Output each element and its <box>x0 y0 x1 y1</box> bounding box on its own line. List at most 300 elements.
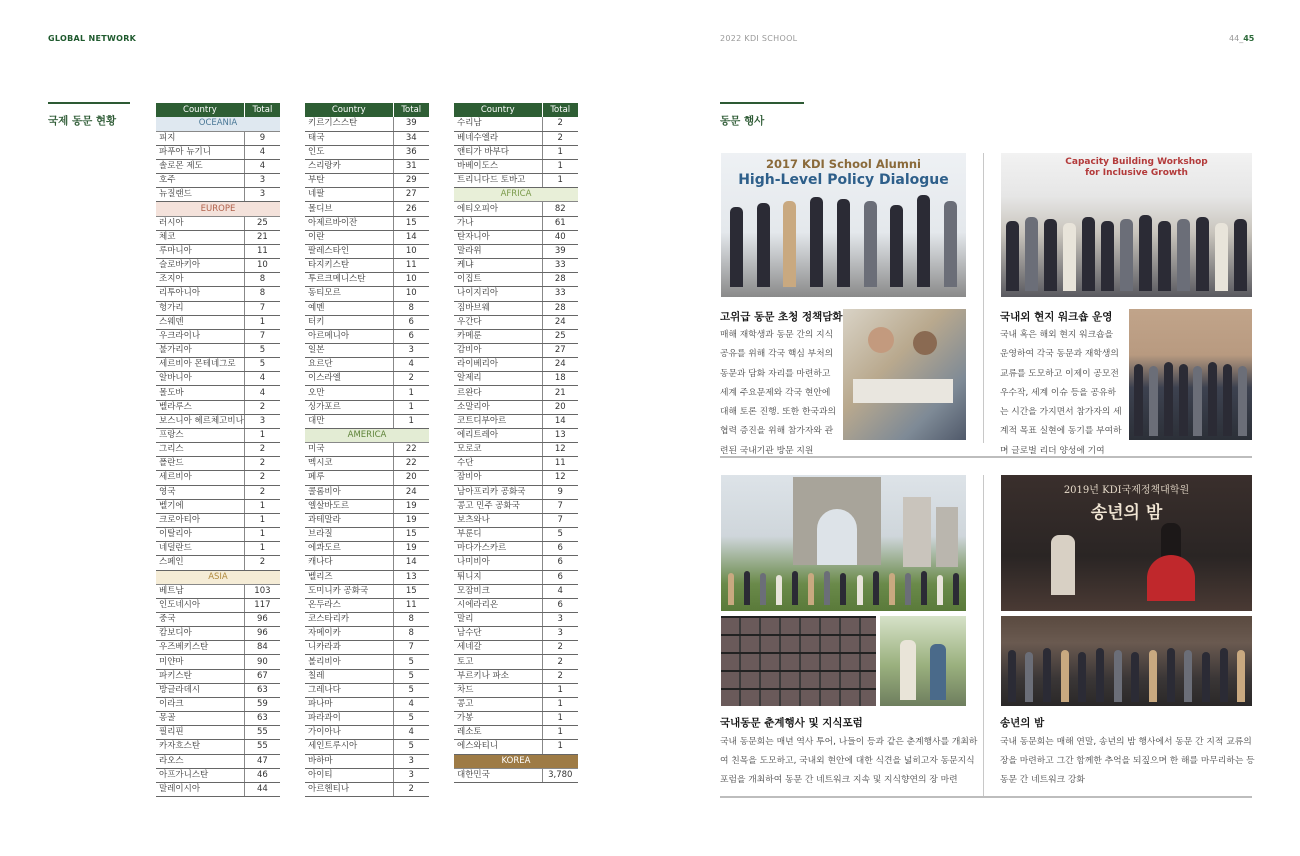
alumni-count: 15 <box>393 584 429 598</box>
table-row <box>454 584 578 598</box>
country-name: 세르비아 <box>156 471 244 485</box>
alumni-count: 6 <box>542 542 578 556</box>
country-name: 콜롬비아 <box>305 485 393 499</box>
alumni-count: 2 <box>542 131 578 145</box>
alumni-count: 9 <box>244 131 280 145</box>
country-name: 리투아니아 <box>156 287 244 301</box>
party-group-photo <box>1001 616 1252 706</box>
country-name: 에리트레아 <box>454 428 542 442</box>
table-row <box>454 386 578 400</box>
spring-forum-title: 국내동문 춘계행사 및 지식포럼 <box>720 717 863 729</box>
country-name: 소말리아 <box>454 400 542 414</box>
alumni-count: 61 <box>542 216 578 230</box>
country-name: 조지아 <box>156 273 244 287</box>
alumni-count: 1 <box>542 726 578 740</box>
country-name: 태국 <box>305 131 393 145</box>
country-name: 라오스 <box>156 754 244 768</box>
alumni-count: 8 <box>393 627 429 641</box>
country-name: 수리남 <box>454 117 542 131</box>
country-name: 크로아티아 <box>156 513 244 527</box>
table-row <box>454 528 578 542</box>
table-row <box>156 768 280 782</box>
alumni-count: 84 <box>244 641 280 655</box>
table-row <box>305 329 429 343</box>
workshop-title: 국내외 현지 워크숍 운영 <box>1000 311 1113 323</box>
section-title-bar <box>720 102 804 104</box>
country-table-2 <box>305 103 429 797</box>
alumni-count: 19 <box>393 542 429 556</box>
country-name: 스웨덴 <box>156 315 244 329</box>
country-name: 에콰도르 <box>305 542 393 556</box>
table-row <box>454 712 578 726</box>
text-line: 공유를 위해 각국 핵심 부처의 <box>720 349 834 360</box>
alumni-count: 4 <box>393 726 429 740</box>
alumni-count: 34 <box>393 131 429 145</box>
table-row <box>454 315 578 329</box>
alumni-count: 3 <box>542 612 578 626</box>
country-header: Country <box>305 103 393 117</box>
publication-label: 2022 KDI SCHOOL <box>720 34 798 43</box>
section-title-bar <box>48 102 130 104</box>
country-name: 보스니아 헤르체고비나 <box>156 414 244 428</box>
policy-dialogue-title: 고위급 동문 초청 정책담화 <box>720 311 843 323</box>
table-row <box>305 443 429 457</box>
country-name: 키르기스스탄 <box>305 117 393 131</box>
country-name: 남수단 <box>454 627 542 641</box>
region-row <box>305 428 429 442</box>
alumni-count: 8 <box>393 301 429 315</box>
alumni-count: 26 <box>393 202 429 216</box>
alumni-count: 5 <box>244 344 280 358</box>
country-name: 이란 <box>305 230 393 244</box>
table-row <box>454 216 578 230</box>
region-row <box>156 202 280 216</box>
alumni-count: 39 <box>542 244 578 258</box>
country-name: 헝가리 <box>156 301 244 315</box>
region-row <box>156 570 280 584</box>
country-name: 방글라데시 <box>156 683 244 697</box>
alumni-count: 2 <box>542 641 578 655</box>
table-row <box>454 174 578 188</box>
table-row <box>454 740 578 754</box>
alumni-count: 20 <box>393 471 429 485</box>
country-name: 벨리즈 <box>305 570 393 584</box>
country-name: 앤티가 바부다 <box>454 145 542 159</box>
table-row <box>454 131 578 145</box>
text-line: 우수작, 세계 이슈 등을 공유하 <box>1000 387 1116 398</box>
table-row <box>305 499 429 513</box>
alumni-count: 47 <box>244 754 280 768</box>
text-line: 국내 혹은 해외 현지 워크숍을 <box>1000 330 1114 340</box>
table-row <box>156 244 280 258</box>
alumni-count: 11 <box>542 457 578 471</box>
table-row <box>305 655 429 669</box>
country-name: 가봉 <box>454 712 542 726</box>
table-row <box>156 499 280 513</box>
country-name: 나이지리아 <box>454 287 542 301</box>
table-row <box>305 669 429 683</box>
text-line: 동문과 담화 자리를 마련하고 <box>720 368 831 379</box>
country-name: 프랑스 <box>156 428 244 442</box>
table-row <box>305 712 429 726</box>
alumni-count: 4 <box>244 159 280 173</box>
table-row <box>454 471 578 485</box>
table-row <box>454 556 578 570</box>
alumni-count: 1 <box>393 414 429 428</box>
country-name: 트리니다드 토바고 <box>454 174 542 188</box>
country-name: 코트디부아르 <box>454 414 542 428</box>
table-row <box>156 428 280 442</box>
country-name: 중국 <box>156 612 244 626</box>
country-name: 베네수엘라 <box>454 131 542 145</box>
country-name: 아르메니아 <box>305 329 393 343</box>
alumni-count: 24 <box>542 358 578 372</box>
country-name: 폴란드 <box>156 457 244 471</box>
text-line: 국내 동문회는 매해 연말, 송년의 밤 행사에서 동문 간 지적 교류의 <box>1000 737 1252 747</box>
country-name: 미얀마 <box>156 655 244 669</box>
alumni-count: 11 <box>244 244 280 258</box>
alumni-count: 7 <box>244 329 280 343</box>
country-name: 호주 <box>156 174 244 188</box>
alumni-count: 15 <box>393 216 429 230</box>
alumni-count: 6 <box>393 329 429 343</box>
alumni-count: 5 <box>393 669 429 683</box>
country-name: 에스와티니 <box>454 740 542 754</box>
table-row <box>454 400 578 414</box>
text-line: 며 글로벌 리더 양성에 기여 <box>1000 445 1105 456</box>
country-name: 슬로바키아 <box>156 259 244 273</box>
alumni-count: 1 <box>244 528 280 542</box>
alumni-count: 7 <box>244 301 280 315</box>
table-row <box>454 612 578 626</box>
alumni-count: 1 <box>393 400 429 414</box>
table-row <box>305 386 429 400</box>
alumni-count: 3 <box>393 344 429 358</box>
alumni-count: 14 <box>542 414 578 428</box>
alumni-count: 46 <box>244 768 280 782</box>
table-row <box>454 259 578 273</box>
country-name: 스페인 <box>156 556 244 570</box>
bottom-divider <box>720 796 1252 798</box>
region-row <box>454 754 578 768</box>
table-row <box>305 471 429 485</box>
country-name: 카메룬 <box>454 329 542 343</box>
workshop-group-photo <box>1129 309 1252 440</box>
table-row <box>156 301 280 315</box>
table-row <box>305 358 429 372</box>
country-name: 온두라스 <box>305 598 393 612</box>
table-row <box>305 570 429 584</box>
country-name: 피지 <box>156 131 244 145</box>
alumni-count: 2 <box>244 485 280 499</box>
table-row <box>454 329 578 343</box>
table-row <box>156 145 280 159</box>
alumni-count: 1 <box>244 428 280 442</box>
year-end-party-photo: 2019년 KDI국제정책대학원 송년의 밤 <box>1001 475 1252 611</box>
table-row <box>156 528 280 542</box>
country-name: 몰도바 <box>156 386 244 400</box>
alumni-count: 8 <box>393 612 429 626</box>
country-name: 몰디브 <box>305 202 393 216</box>
alumni-count: 3 <box>244 174 280 188</box>
alumni-count: 1 <box>244 499 280 513</box>
alumni-count: 25 <box>542 329 578 343</box>
table-row <box>156 712 280 726</box>
country-name: 터키 <box>305 315 393 329</box>
country-name: 아르헨티나 <box>305 782 393 796</box>
alumni-count: 4 <box>542 584 578 598</box>
alumni-count: 103 <box>244 584 280 598</box>
country-name: 이탈리아 <box>156 528 244 542</box>
outing-photo <box>880 616 966 706</box>
country-name: 우즈베키스탄 <box>156 641 244 655</box>
country-name: 라이베리아 <box>454 358 542 372</box>
country-name: 르완다 <box>454 386 542 400</box>
table-row <box>156 598 280 612</box>
country-name: 체코 <box>156 230 244 244</box>
table-row <box>305 259 429 273</box>
online-forum-photo <box>721 616 876 706</box>
country-name: 뉴질랜드 <box>156 188 244 202</box>
region-label: EUROPE <box>156 202 280 216</box>
text-line: 는 시간을 가지면서 참가자의 세 <box>1000 407 1122 418</box>
table-row <box>305 598 429 612</box>
alumni-count: 3 <box>244 188 280 202</box>
workshop-photo: Capacity Building Workshop for Inclusive Growth <box>1001 153 1252 297</box>
country-name: 그레나다 <box>305 683 393 697</box>
alumni-count: 24 <box>542 315 578 329</box>
alumni-count: 6 <box>542 570 578 584</box>
country-name: 말라위 <box>454 244 542 258</box>
alumni-count: 2 <box>542 117 578 131</box>
country-name: 수단 <box>454 457 542 471</box>
region-label: ASIA <box>156 570 280 584</box>
country-name: 바베이도스 <box>454 159 542 173</box>
alumni-count: 21 <box>542 386 578 400</box>
country-name: 타지키스탄 <box>305 259 393 273</box>
country-name: 우크라이나 <box>156 329 244 343</box>
table-row <box>305 556 429 570</box>
country-name: 마다가스카르 <box>454 542 542 556</box>
table-row <box>156 683 280 697</box>
alumni-count: 3 <box>393 768 429 782</box>
alumni-count: 12 <box>542 443 578 457</box>
table-row <box>454 230 578 244</box>
table-row <box>454 159 578 173</box>
alumni-count: 13 <box>542 428 578 442</box>
alumni-count: 2 <box>244 556 280 570</box>
alumni-count: 8 <box>244 273 280 287</box>
alumni-count: 2 <box>393 372 429 386</box>
table-row <box>156 230 280 244</box>
country-name: 코스타리카 <box>305 612 393 626</box>
table-row <box>156 471 280 485</box>
alumni-count: 3,780 <box>542 768 578 782</box>
text-line: 동문 간 네트워크 강화 <box>1000 775 1085 785</box>
alumni-count: 1 <box>542 145 578 159</box>
country-name: 세네갈 <box>454 641 542 655</box>
alumni-count: 29 <box>393 174 429 188</box>
alumni-count: 59 <box>244 697 280 711</box>
table-row <box>305 513 429 527</box>
table-row <box>156 457 280 471</box>
table-row <box>156 782 280 796</box>
alumni-count: 1 <box>542 697 578 711</box>
country-name: 이집트 <box>454 273 542 287</box>
region-label: AFRICA <box>454 188 578 202</box>
alumni-count: 4 <box>393 697 429 711</box>
table-row <box>454 358 578 372</box>
country-name: 필리핀 <box>156 726 244 740</box>
alumni-count: 90 <box>244 655 280 669</box>
alumni-count: 36 <box>393 145 429 159</box>
alumni-count: 2 <box>542 669 578 683</box>
country-name: 모로코 <box>454 443 542 457</box>
alumni-count: 10 <box>244 259 280 273</box>
country-name: 네덜란드 <box>156 542 244 556</box>
alumni-count: 1 <box>244 513 280 527</box>
total-header: Total <box>244 103 280 117</box>
table-row <box>156 513 280 527</box>
alumni-count: 6 <box>542 598 578 612</box>
country-name: 브라질 <box>305 528 393 542</box>
country-name: 예멘 <box>305 301 393 315</box>
table-row <box>156 372 280 386</box>
table-row <box>156 315 280 329</box>
table-row <box>305 528 429 542</box>
table-row <box>156 740 280 754</box>
alumni-count: 14 <box>393 556 429 570</box>
country-name: 파라과이 <box>305 712 393 726</box>
table-row <box>454 641 578 655</box>
table-row <box>156 669 280 683</box>
table-row <box>305 244 429 258</box>
table-row <box>156 584 280 598</box>
table-row <box>156 174 280 188</box>
table-row <box>454 683 578 697</box>
alumni-count: 2 <box>393 782 429 796</box>
table-row <box>305 542 429 556</box>
country-name: 오만 <box>305 386 393 400</box>
country-name: 일본 <box>305 344 393 358</box>
table-row <box>305 457 429 471</box>
alumni-count: 1 <box>393 386 429 400</box>
table-row <box>454 287 578 301</box>
country-name: 베트남 <box>156 584 244 598</box>
table-row <box>454 598 578 612</box>
table-row <box>305 287 429 301</box>
table-row <box>156 329 280 343</box>
country-name: 캐나다 <box>305 556 393 570</box>
alumni-count: 12 <box>542 471 578 485</box>
table-row <box>156 273 280 287</box>
country-name: 그리스 <box>156 443 244 457</box>
alumni-count: 2 <box>244 457 280 471</box>
alumni-count: 28 <box>542 273 578 287</box>
table-row <box>156 641 280 655</box>
table-row <box>305 697 429 711</box>
country-name: 말레이시아 <box>156 782 244 796</box>
alumni-count: 6 <box>542 556 578 570</box>
table-row <box>454 697 578 711</box>
country-name: 부르키나 파소 <box>454 669 542 683</box>
country-name: 인도네시아 <box>156 598 244 612</box>
alumni-count: 5 <box>542 528 578 542</box>
country-name: 가나 <box>454 216 542 230</box>
table-row <box>305 273 429 287</box>
table-row <box>454 457 578 471</box>
alumni-events-title: 동문 행사 <box>720 115 765 127</box>
year-end-title: 송년의 밤 <box>1000 717 1045 729</box>
page-number: 44_45 <box>1229 34 1255 43</box>
country-name: 알바니아 <box>156 372 244 386</box>
table-row <box>305 627 429 641</box>
alumni-count: 4 <box>244 145 280 159</box>
alumni-count: 1 <box>542 712 578 726</box>
table-row <box>454 428 578 442</box>
table-row <box>156 754 280 768</box>
table-row <box>454 273 578 287</box>
alumni-count: 24 <box>393 485 429 499</box>
table-row <box>305 216 429 230</box>
table-row <box>305 485 429 499</box>
country-name: 파나마 <box>305 697 393 711</box>
table-row <box>305 344 429 358</box>
alumni-count: 2 <box>244 400 280 414</box>
table-row <box>454 202 578 216</box>
region-label: AMERICA <box>305 428 429 442</box>
table-row <box>454 372 578 386</box>
country-name: 바하마 <box>305 754 393 768</box>
country-name: 잠비아 <box>454 471 542 485</box>
country-name: 부룬디 <box>454 528 542 542</box>
alumni-count: 39 <box>393 117 429 131</box>
table-row <box>305 683 429 697</box>
country-name: 남아프리카 공화국 <box>454 485 542 499</box>
country-name: 칠레 <box>305 669 393 683</box>
country-table-1 <box>156 103 280 797</box>
alumni-count: 18 <box>542 372 578 386</box>
country-name: 루마니아 <box>156 244 244 258</box>
country-name: 파키스탄 <box>156 669 244 683</box>
table-row <box>156 159 280 173</box>
alumni-count: 1 <box>244 542 280 556</box>
country-name: 이스라엘 <box>305 372 393 386</box>
alumni-count: 8 <box>244 287 280 301</box>
table-row <box>305 740 429 754</box>
alumni-count: 2 <box>244 471 280 485</box>
region-label: OCEANIA <box>156 117 280 131</box>
table-row <box>305 174 429 188</box>
table-row <box>156 287 280 301</box>
alumni-count: 21 <box>244 230 280 244</box>
alumni-count: 19 <box>393 513 429 527</box>
alumni-count: 10 <box>393 244 429 258</box>
alumni-count: 5 <box>393 740 429 754</box>
table-row <box>156 131 280 145</box>
region-row <box>156 117 280 131</box>
country-name: 스리랑카 <box>305 159 393 173</box>
alumni-count: 55 <box>244 740 280 754</box>
country-name: 짐바브웨 <box>454 301 542 315</box>
country-name: 몽골 <box>156 712 244 726</box>
table-row <box>156 188 280 202</box>
text-line: 교류를 도모하고 이제이 공모전 <box>1000 368 1119 379</box>
text-line: 운영하여 각국 동문과 재학생의 <box>1000 349 1119 360</box>
table-row <box>454 726 578 740</box>
country-table-3 <box>454 103 578 783</box>
alumni-count: 3 <box>542 627 578 641</box>
